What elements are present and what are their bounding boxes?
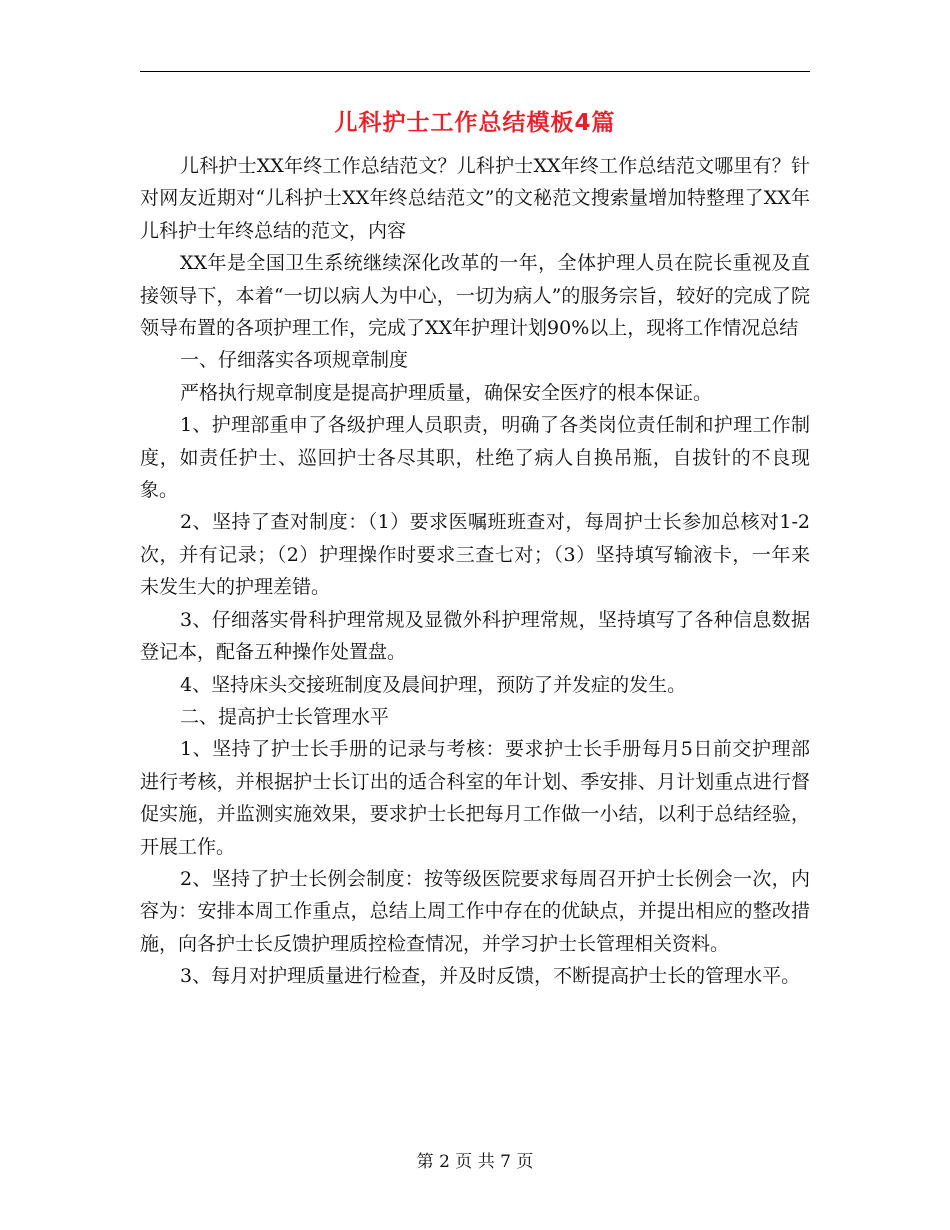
paragraph: 严格执行规章制度是提高护理质量，确保安全医疗的根本保证。	[180, 381, 713, 404]
list-item: 2、坚持了查对制度：（1）要求医嘱班班查对，每周护士长参加总核对1-2次，并有记录；（2）护理操作时要求三查七对；（3）坚持填写输液卡，一年来未发生大的护理差错。	[140, 511, 810, 599]
list-item: 3、每月对护理质量进行检查，并及时反馈，不断提高护士长的管理水平。	[180, 965, 801, 988]
section-heading-2: 二、提高护士长管理水平	[180, 705, 390, 728]
paragraph-overview: XX年是全国卫生系统继续深化改革的一年，全体护理人员在院长重视及直接领导下，本着“一切以病人为中心，一切为病人”的服务宗旨，较好的完成了院领导布置的各项护理工作，完成了XX年护理计划90%以上，现将工作情况总结	[140, 252, 810, 340]
paragraph-intro: 儿科护士XX年终工作总结范文？儿科护士XX年终工作总结范文哪里有？针对网友近期对“儿科护士XX年终总结范文”的文秘范文搜索量增加特整理了XX年儿科护士年终总结的范文，内容	[140, 155, 810, 242]
section-heading-1: 一、仔细落实各项规章制度	[180, 349, 409, 372]
list-item: 2、坚持了护士长例会制度：按等级医院要求每周召开护士长例会一次，内容为：安排本周工作重点，总结上周工作中存在的优缺点，并提出相应的整改措施，向各护士长反馈护理质控检查情况，并学习护士长管理相关资料。	[140, 867, 810, 955]
header-rule	[140, 71, 810, 72]
page-number: 第 2 页 共 7 页	[416, 1152, 534, 1172]
list-item: 1、护理部重申了各级护理人员职责，明确了各类岗位责任制和护理工作制度，如责任护士、巡回护士各尽其职，杜绝了病人自换吊瓶，自拔针的不良现象。	[140, 414, 810, 502]
document-title: 儿科护士工作总结模板4篇	[334, 110, 616, 136]
list-item: 3、仔细落实骨科护理常规及显微外科护理常规，坚持填写了各种信息数据登记本，配备五种操作处置盘。	[140, 608, 810, 664]
document-body	[140, 150, 810, 993]
list-item: 1、坚持了护士长手册的记录与考核：要求护士长手册每月5日前交护理部进行考核，并根据护士长订出的适合科室的年计划、季安排、月计划重点进行督促实施，并监测实施效果，要求护士长把每月工作做一小结，以利于总结经验，开展工作。	[140, 738, 810, 858]
list-item: 4、坚持床头交接班制度及晨间护理，预防了并发症的发生。	[180, 673, 687, 696]
